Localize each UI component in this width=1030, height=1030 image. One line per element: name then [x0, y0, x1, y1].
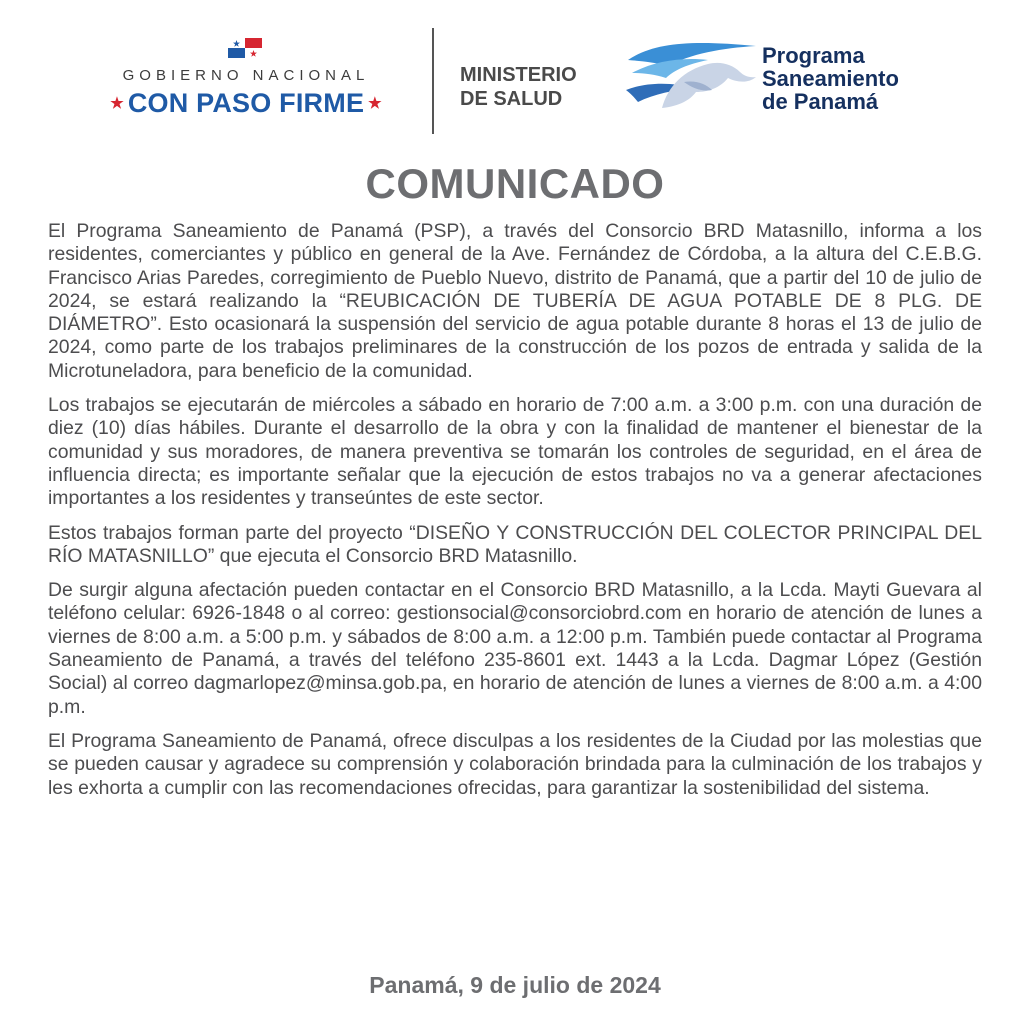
psp-dolphin-logo-icon	[624, 40, 759, 112]
date-line: Panamá, 9 de julio de 2024	[369, 972, 661, 998]
star-icon: ★	[110, 95, 124, 112]
psp-line3: de Panamá	[762, 89, 879, 114]
header	[0, 0, 1030, 150]
paragraph: El Programa Saneamiento de Panamá, ofrece disculpas a los residentes de la Ciudad por las molestias que se pueden causar y agradece su comprensión y colaboración brindada para la culminación de los trabajos y les exhorta a cumplir con las recomendaciones ofrecidas, para garantizar la sostenibilidad del sistema.	[48, 729, 982, 799]
header-divider	[432, 28, 434, 134]
communique-body	[48, 220, 982, 811]
ministry-line2: DE SALUD	[460, 88, 563, 110]
gov-line2	[84, 88, 408, 119]
ministerio-de-salud-logo	[460, 63, 610, 111]
psp-line1: Programa	[762, 43, 865, 68]
paragraph: De surgir alguna afectación pueden contactar en el Consorcio BRD Matasnillo, a la Lcda. Mayti Guevara al teléfono celular: 6926-1848 o al correo: gestionsocial@consorciobrd.com en horario de atención de lunes a viernes de 8:00 a.m. a 5:00 p.m. y sábados de 8:00 a.m. a 12:00 p.m. También puede contactar al Programa Saneamiento de Panamá, a través del teléfono 235-8601 ext. 1443 a la Lcda. Dagmar López (Gestión Social) al correo dagmarlopez@minsa.gob.pa, en horario de atención de lunes a viernes de 8:00 a.m. a 4:00 p.m.	[48, 579, 982, 718]
ministry-line1: MINISTERIO	[460, 64, 577, 86]
page-title: COMUNICADO	[365, 160, 665, 207]
paragraph: Los trabajos se ejecutarán de miércoles a sábado en horario de 7:00 a.m. a 3:00 p.m. con una duración de diez (10) días hábiles. Durante el desarrollo de la obra y con la finalidad de mantener el bienestar de la comunidad y sus moradores, de manera preventiva se tomarán los controles de seguridad, en el área de influencia directa; es importante señalar que la ejecución de estos trabajos no va a generar afectaciones importantes a los residentes y transeúntes de este sector.	[48, 394, 982, 510]
gov-slogan: CON PASO FIRME	[127, 88, 365, 118]
paragraph: Estos trabajos forman parte del proyecto “DISEÑO Y CONSTRUCCIÓN DEL COLECTOR PRINCIPAL DEL RÍO MATASNILLO” que ejecuta el Consorcio BRD Matasnillo.	[48, 521, 982, 567]
psp-line2: Saneamiento	[762, 66, 899, 91]
panama-flag-icon	[228, 38, 262, 58]
star-icon: ★	[368, 95, 382, 112]
psp-logo-text	[762, 44, 952, 113]
gov-line1: GOBIERNO NACIONAL	[122, 67, 370, 84]
gobierno-nacional-logo	[84, 36, 408, 136]
paragraph: El Programa Saneamiento de Panamá (PSP), a través del Consorcio BRD Matasnillo, informa a los residentes, comerciantes y público en general de la Ave. Fernández de Córdoba, a la altura del C.E.B.G. Francisco Arias Paredes, corregimiento de Pueblo Nuevo, distrito de Panamá, que a partir del 10 de julio de 2024, se estará realizando la “REUBICACIÓN DE TUBERÍA DE AGUA POTABLE DE 8 PLG. DE DIÁMETRO”. Esto ocasionará la suspensión del servicio de agua potable durante 8 horas el 13 de julio de 2024, como parte de los trabajos preliminares de la construcción de los pozos de entrada y salida de la Microtuneladora, para beneficio de la comunidad.	[48, 220, 982, 382]
